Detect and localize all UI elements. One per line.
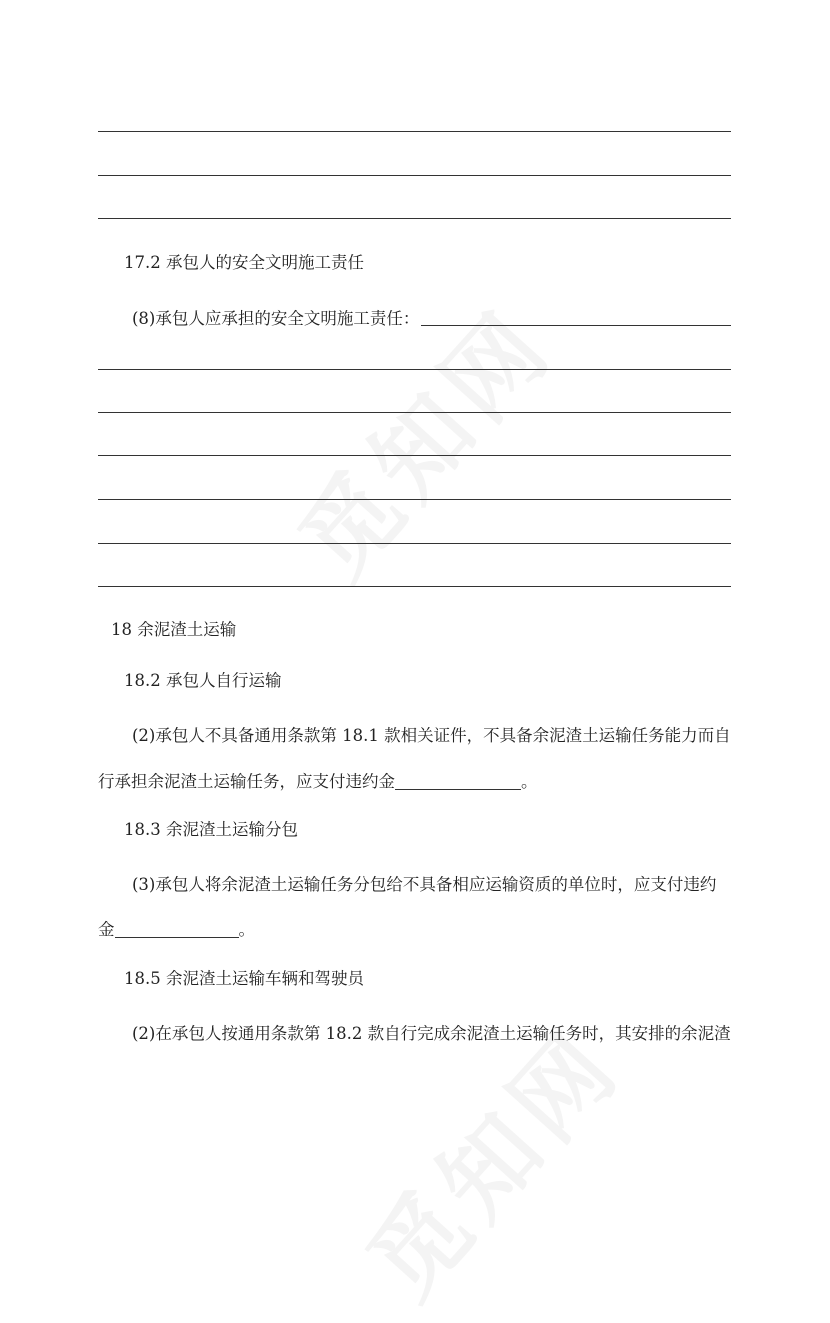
- clause-8-label: (8)承包人应承担的安全文明施工责任：: [132, 309, 420, 328]
- blank-answer-line: [98, 369, 731, 370]
- clause-18-5-2-line1: (2)在承包人按通用条款第 18.2 款自行完成余泥渣土运输任务时，其安排的余泥渣: [132, 1024, 731, 1043]
- clause-18-3-3-line2: [98, 920, 255, 940]
- section-heading-17-2: 17.2 承包人的安全文明施工责任: [124, 253, 364, 272]
- blank-answer-line: [98, 412, 731, 413]
- period: 。: [238, 920, 255, 939]
- section-heading-18-5: 18.5 余泥渣土运输车辆和驾驶员: [124, 969, 364, 988]
- clause-8-fill-blank[interactable]: [421, 309, 731, 326]
- section-heading-18-3: 18.3 余泥渣土运输分包: [124, 820, 298, 839]
- clause-18-3-3-text: 金: [98, 920, 115, 939]
- blank-answer-line: [98, 543, 731, 544]
- clause-18-2-2-text: 行承担余泥渣土运输任务，应支付违约金: [98, 772, 395, 791]
- blank-answer-line: [98, 218, 731, 219]
- section-heading-18-2: 18.2 承包人自行运输: [124, 671, 282, 690]
- section-heading-18: 18 余泥渣土运输: [111, 620, 237, 639]
- blank-answer-line: [98, 586, 731, 587]
- penalty-fill-blank[interactable]: [115, 921, 239, 938]
- clause-18-3-3-line1: (3)承包人将余泥渣土运输任务分包给不具备相应运输资质的单位时，应支付违约: [132, 875, 717, 894]
- clause-18-2-2-line1: (2)承包人不具备通用条款第 18.1 款相关证件，不具备余泥渣土运输任务能力而自: [132, 726, 731, 745]
- blank-answer-line: [98, 499, 731, 500]
- penalty-fill-blank[interactable]: [395, 773, 521, 790]
- clause-8-line: [132, 309, 419, 329]
- clause-18-2-2-line2: [98, 772, 538, 792]
- blank-answer-line: [98, 131, 731, 132]
- blank-answer-line: [98, 455, 731, 456]
- blank-answer-line: [98, 175, 731, 176]
- period: 。: [521, 772, 538, 791]
